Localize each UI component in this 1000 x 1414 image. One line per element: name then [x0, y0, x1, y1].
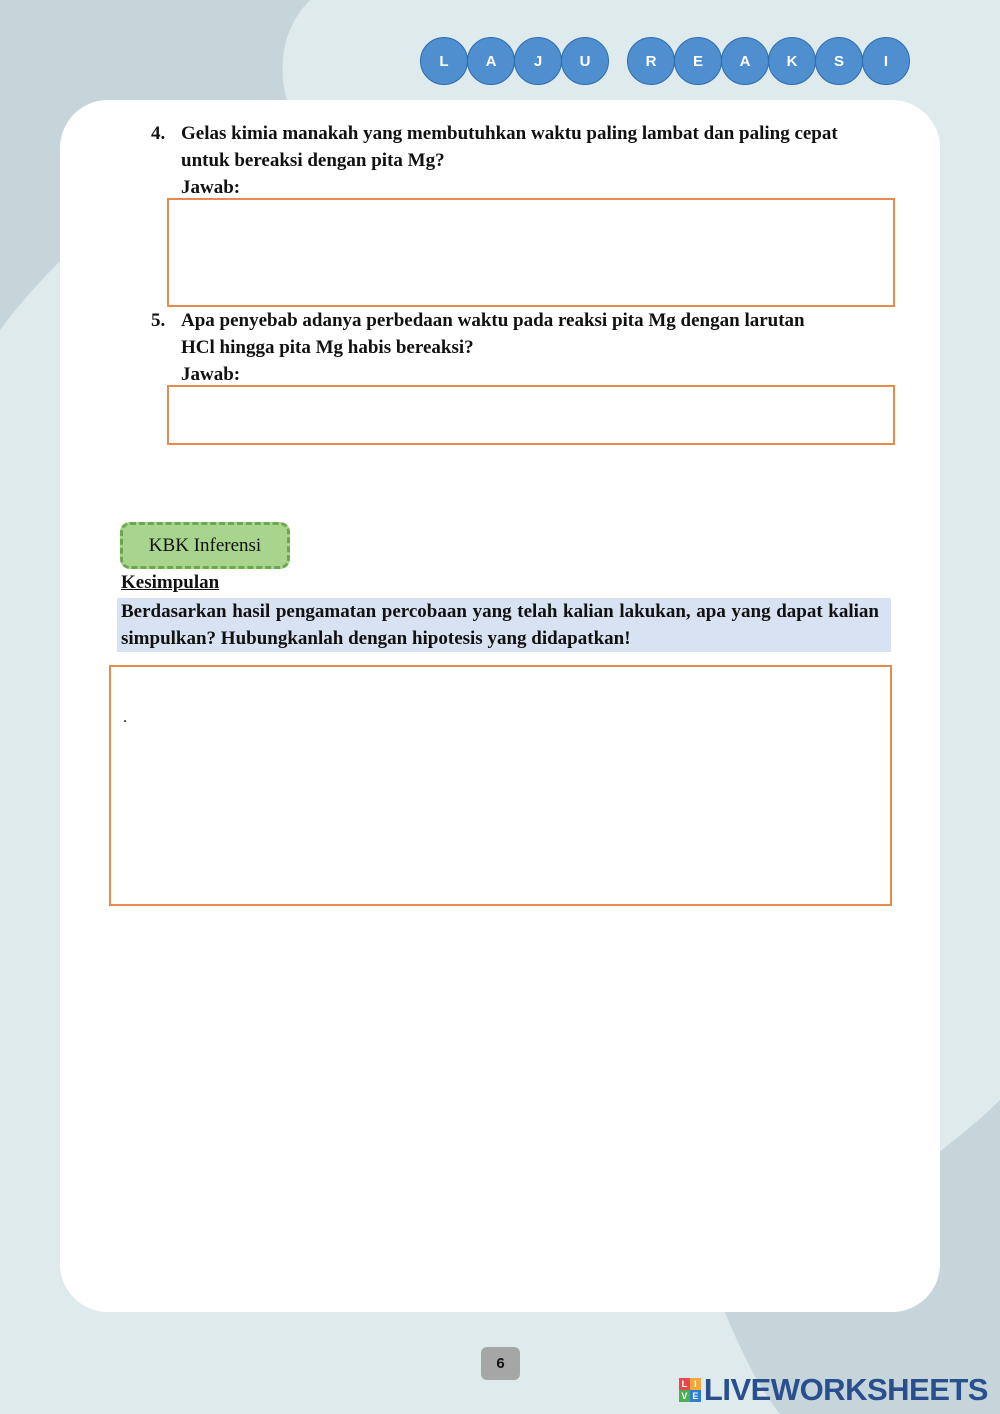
logo-letter: I — [690, 1378, 701, 1390]
question-number: 4. — [151, 123, 166, 144]
kbk-badge: KBK Inferensi — [120, 522, 290, 569]
question-text-line: untuk bereaksi dengan pita Mg? — [181, 150, 445, 171]
title-letter: R — [627, 37, 675, 85]
title-letter: S — [815, 37, 863, 85]
question-text-line: Apa penyebab adanya perbedaan waktu pada reaksi pita Mg dengan larutan — [181, 310, 805, 331]
question-number: 5. — [151, 310, 166, 331]
conclusion-heading: Kesimpulan — [121, 572, 220, 593]
liveworksheets-logo-icon — [679, 1378, 701, 1402]
page-number: 6 — [481, 1347, 520, 1380]
liveworksheets-brand: LIVEWORKSHEETS — [703, 1372, 988, 1407]
title-letter: L — [420, 37, 468, 85]
title-letter: E — [674, 37, 722, 85]
question-5 — [151, 307, 911, 388]
title-letter: A — [467, 37, 515, 85]
question-4 — [151, 120, 911, 201]
conclusion-answer-text: . — [123, 709, 127, 726]
title-letter: K — [768, 37, 816, 85]
logo-letter: V — [679, 1390, 690, 1402]
question-text-line: Gelas kimia manakah yang membutuhkan waktu paling lambat dan paling cepat — [181, 123, 838, 144]
conclusion-input[interactable] — [109, 665, 892, 906]
liveworksheets-logo[interactable] — [679, 1372, 988, 1408]
logo-letter: L — [679, 1378, 690, 1390]
question-text-line: HCl hingga pita Mg habis bereaksi? — [181, 337, 474, 358]
answer-input-4[interactable] — [167, 198, 895, 307]
title-letter: I — [862, 37, 910, 85]
conclusion-instruction: Berdasarkan hasil pengamatan percobaan yang telah kalian lakukan, apa yang dapat kalian simpulkan? Hubungkanlah dengan hipotesis yang didapatkan! — [117, 598, 891, 652]
logo-letter: E — [690, 1390, 701, 1402]
answer-input-5[interactable] — [167, 385, 895, 445]
title-letter: J — [514, 37, 562, 85]
title-letter: U — [561, 37, 609, 85]
answer-label: Jawab: — [181, 177, 241, 198]
title-letter: A — [721, 37, 769, 85]
answer-label: Jawab: — [181, 364, 241, 385]
